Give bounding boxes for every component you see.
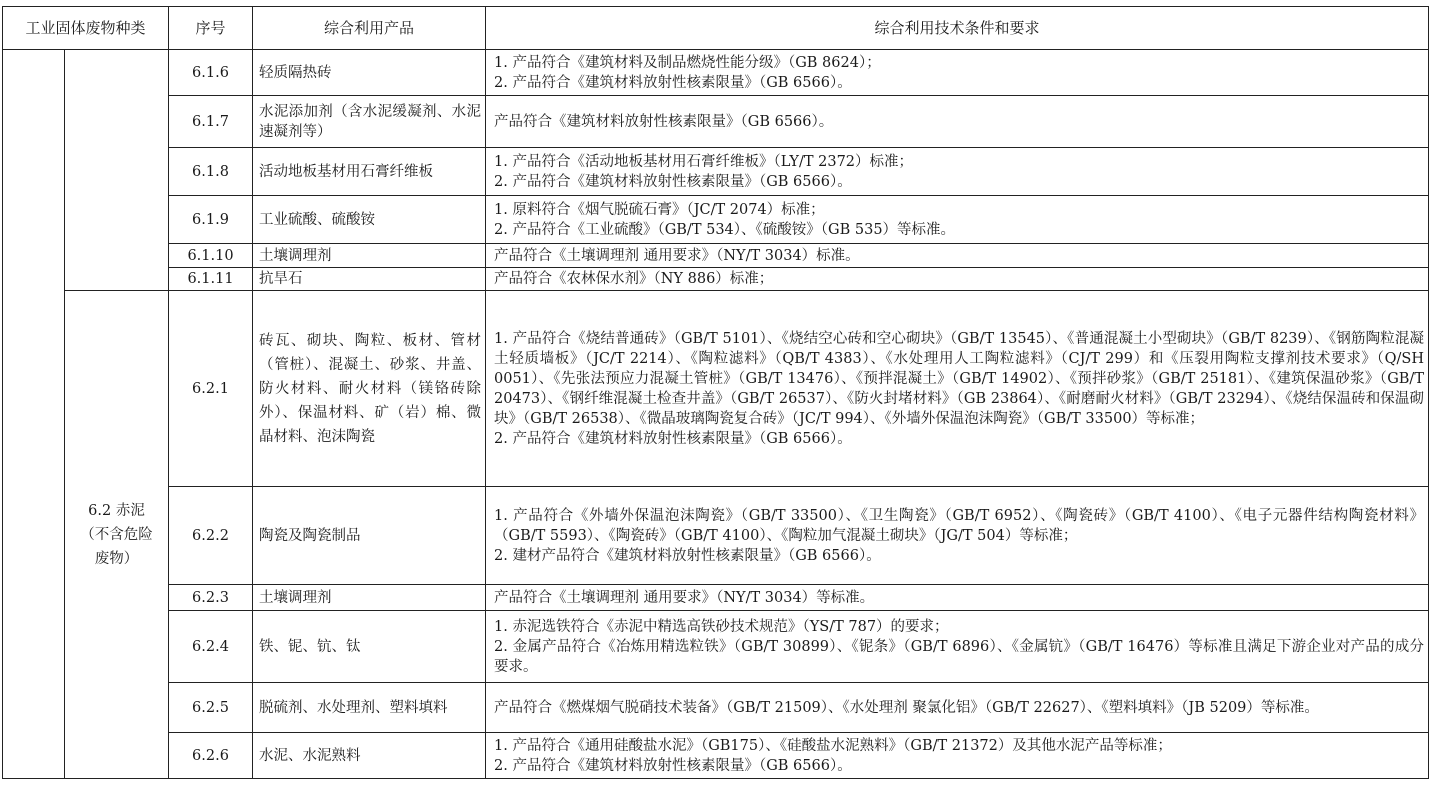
header-no: 序号: [169, 7, 253, 50]
requirement-line: 2. 产品符合《建筑材料放射性核素限量》（GB 6566）。: [494, 74, 852, 91]
table-row: [3, 683, 1429, 733]
table-row: [3, 487, 1429, 585]
requirement-line: 1. 产品符合《活动地板基材用石膏纤维板》（LY/T 2372）标准；: [494, 153, 914, 170]
requirement-line: 产品符合《燃煤烟气脱硝技术装备》（GB/T 21509）、《水处理剂 聚氯化铝》（GB/T 22627）、《塑料填料》（JB 5209）等标准。: [494, 699, 1319, 716]
requirement-line: 1. 赤泥选铁符合《赤泥中精选高铁砂技术规范》（YS/T 787）的要求；: [494, 618, 949, 635]
requirement-cell: [486, 148, 1429, 196]
header-waste-type: 工业固体废物种类: [3, 7, 169, 50]
product-cell: 抗旱石: [253, 268, 486, 291]
row-number: 6.1.9: [169, 196, 253, 244]
row-number: 6.1.11: [169, 268, 253, 291]
category-cell-6-2: [65, 291, 169, 779]
requirement-line: 2. 产品符合《建筑材料放射性核素限量》（GB 6566）。: [494, 173, 852, 190]
requirement-cell: [486, 244, 1429, 268]
product-cell: 土壤调理剂: [253, 244, 486, 268]
product-cell: 铁、铌、钪、钛: [253, 611, 486, 683]
requirement-line: 2. 建材产品符合《建筑材料放射性核素限量》（GB 6566）。: [494, 547, 881, 564]
requirement-cell: [486, 733, 1429, 779]
row-number: 6.1.10: [169, 244, 253, 268]
table-row: [3, 611, 1429, 683]
requirement-line: 2. 产品符合《建筑材料放射性核素限量》（GB 6566）。: [494, 430, 852, 447]
product-text: 脱硫剂、水处理剂、塑料填料: [259, 699, 448, 716]
product-cell: [253, 683, 486, 733]
requirement-cell: [486, 611, 1429, 683]
product-cell: 水泥、水泥熟料: [253, 733, 486, 779]
row-number: 6.2.3: [169, 585, 253, 611]
category-text: 6.2 赤泥（不含危险废物）: [80, 502, 153, 567]
requirement-cell: [486, 96, 1429, 148]
product-text: 砖瓦、砌块、陶粒、板材、管材（管桩）、混凝土、砂浆、井盖、防火材料、耐火材料（镁铬砖除外）、保温材料、矿（岩）棉、微晶材料、泡沫陶瓷: [259, 332, 481, 445]
row-number: 6.1.7: [169, 96, 253, 148]
row-number: 6.1.6: [169, 50, 253, 96]
requirement-line: 2. 产品符合《工业硫酸》（GB/T 534）、《硫酸铵》（GB 535）等标准。: [494, 221, 956, 238]
product-cell: 轻质隔热砖: [253, 50, 486, 96]
requirement-line: 产品符合《土壤调理剂 通用要求》（NY/T 3034）标准。: [494, 247, 860, 264]
header-row: [3, 7, 1429, 50]
table-row: [3, 585, 1429, 611]
table-row: [3, 50, 1429, 96]
requirement-cell: [486, 487, 1429, 585]
requirement-cell: [486, 268, 1429, 291]
product-cell: 土壤调理剂: [253, 585, 486, 611]
requirement-line: 2. 金属产品符合《冶炼用精选粒铁》（GB/T 30899）、《铌条》（GB/T 6896）、《金属钪》（GB/T 16476）等标准且满足下游企业对产品的成分要求。: [494, 638, 1424, 675]
row-number: 6.2.2: [169, 487, 253, 585]
table-row: [3, 148, 1429, 196]
product-cell: 陶瓷及陶瓷制品: [253, 487, 486, 585]
row-number: 6.2.6: [169, 733, 253, 779]
requirement-cell: [486, 683, 1429, 733]
requirement-line: 2. 产品符合《建筑材料放射性核素限量》（GB 6566）。: [494, 757, 852, 774]
requirement-line: 产品符合《土壤调理剂 通用要求》（NY/T 3034）等标准。: [494, 589, 875, 606]
row-number: 6.2.5: [169, 683, 253, 733]
row-number: 6.2.1: [169, 291, 253, 487]
product-cell: [253, 291, 486, 487]
requirement-line: 1. 原料符合《烟气脱硫石膏》（JC/T 2074）标准；: [494, 201, 825, 218]
requirement-cell: [486, 196, 1429, 244]
requirement-line: 产品符合《农林保水剂》（NY 886）标准；: [494, 271, 774, 287]
outer-category-cell: [3, 50, 65, 779]
product-cell: 工业硫酸、硫酸铵: [253, 196, 486, 244]
requirement-cell: [486, 50, 1429, 96]
requirement-line: 1. 产品符合《烧结普通砖》（GB/T 5101）、《烧结空心砖和空心砌块》（GB/T 13545）、《普通混凝土小型砌块》（GB/T 8239）、《钢筋陶粒混凝土轻质墙板》（JC/T 2214）、《陶粒滤料》（QB/T 4383）、《水处理用人工陶粒滤料》（CJ/T 299）和《压裂用陶粒支撑剂技术要求》（Q/SH 0051）、《先张法预应力混凝土管桩》（GB/T 13476）、《预拌混凝土》（GB/T 14902）、《预拌砂浆》（GB/T 25181）、《建筑保温砂浆》（GB/T 20473）、《钢纤维混凝土检查井盖》（GB/T 26537）、《防火封堵材料》（GB 23864）、《耐磨耐火材料》（GB/T 23294）、《烧结保温砖和保温砌块》（GB/T 26538）、《微晶玻璃陶瓷复合砖》（JC/T 994）、《外墙外保温泡沫陶瓷》（GB/T 33500）等标准；: [494, 330, 1424, 427]
table-row: [3, 733, 1429, 779]
product-cell: [253, 148, 486, 196]
header-requirements: 综合利用技术条件和要求: [486, 7, 1429, 50]
product-text: 水泥添加剂（含水泥缓凝剂、水泥速凝剂等）: [259, 103, 481, 140]
table-row: [3, 268, 1429, 291]
header-product: 综合利用产品: [253, 7, 486, 50]
product-text: 活动地板基材用石膏纤维板: [259, 163, 433, 180]
table-row: [3, 196, 1429, 244]
row-number: 6.1.8: [169, 148, 253, 196]
product-cell: [253, 96, 486, 148]
table-row: [3, 96, 1429, 148]
requirement-line: 1. 产品符合《通用硅酸盐水泥》（GB175）、《硅酸盐水泥熟料》（GB/T 21372）及其他水泥产品等标准；: [494, 737, 1172, 754]
table-row: [3, 244, 1429, 268]
row-number: 6.2.4: [169, 611, 253, 683]
category-cell-6-1: [65, 50, 169, 291]
standards-table: [2, 6, 1429, 779]
requirement-line: 1. 产品符合《外墙外保温泡沫陶瓷》（GB/T 33500）、《卫生陶瓷》（GB/T 6952）、《陶瓷砖》（GB/T 4100）、《电子元器件结构陶瓷材料》（GB/T 5593）、《陶瓷砖》（GB/T 4100）、《陶粒加气混凝土砌块》（JG/T 504）等标准；: [494, 507, 1424, 544]
requirement-cell: [486, 291, 1429, 487]
requirement-line: 1. 产品符合《建筑材料及制品燃烧性能分级》（GB 8624）；: [494, 54, 881, 71]
table-row: [3, 291, 1429, 487]
requirement-line: 产品符合《建筑材料放射性核素限量》（GB 6566）。: [494, 113, 834, 130]
requirement-cell: [486, 585, 1429, 611]
